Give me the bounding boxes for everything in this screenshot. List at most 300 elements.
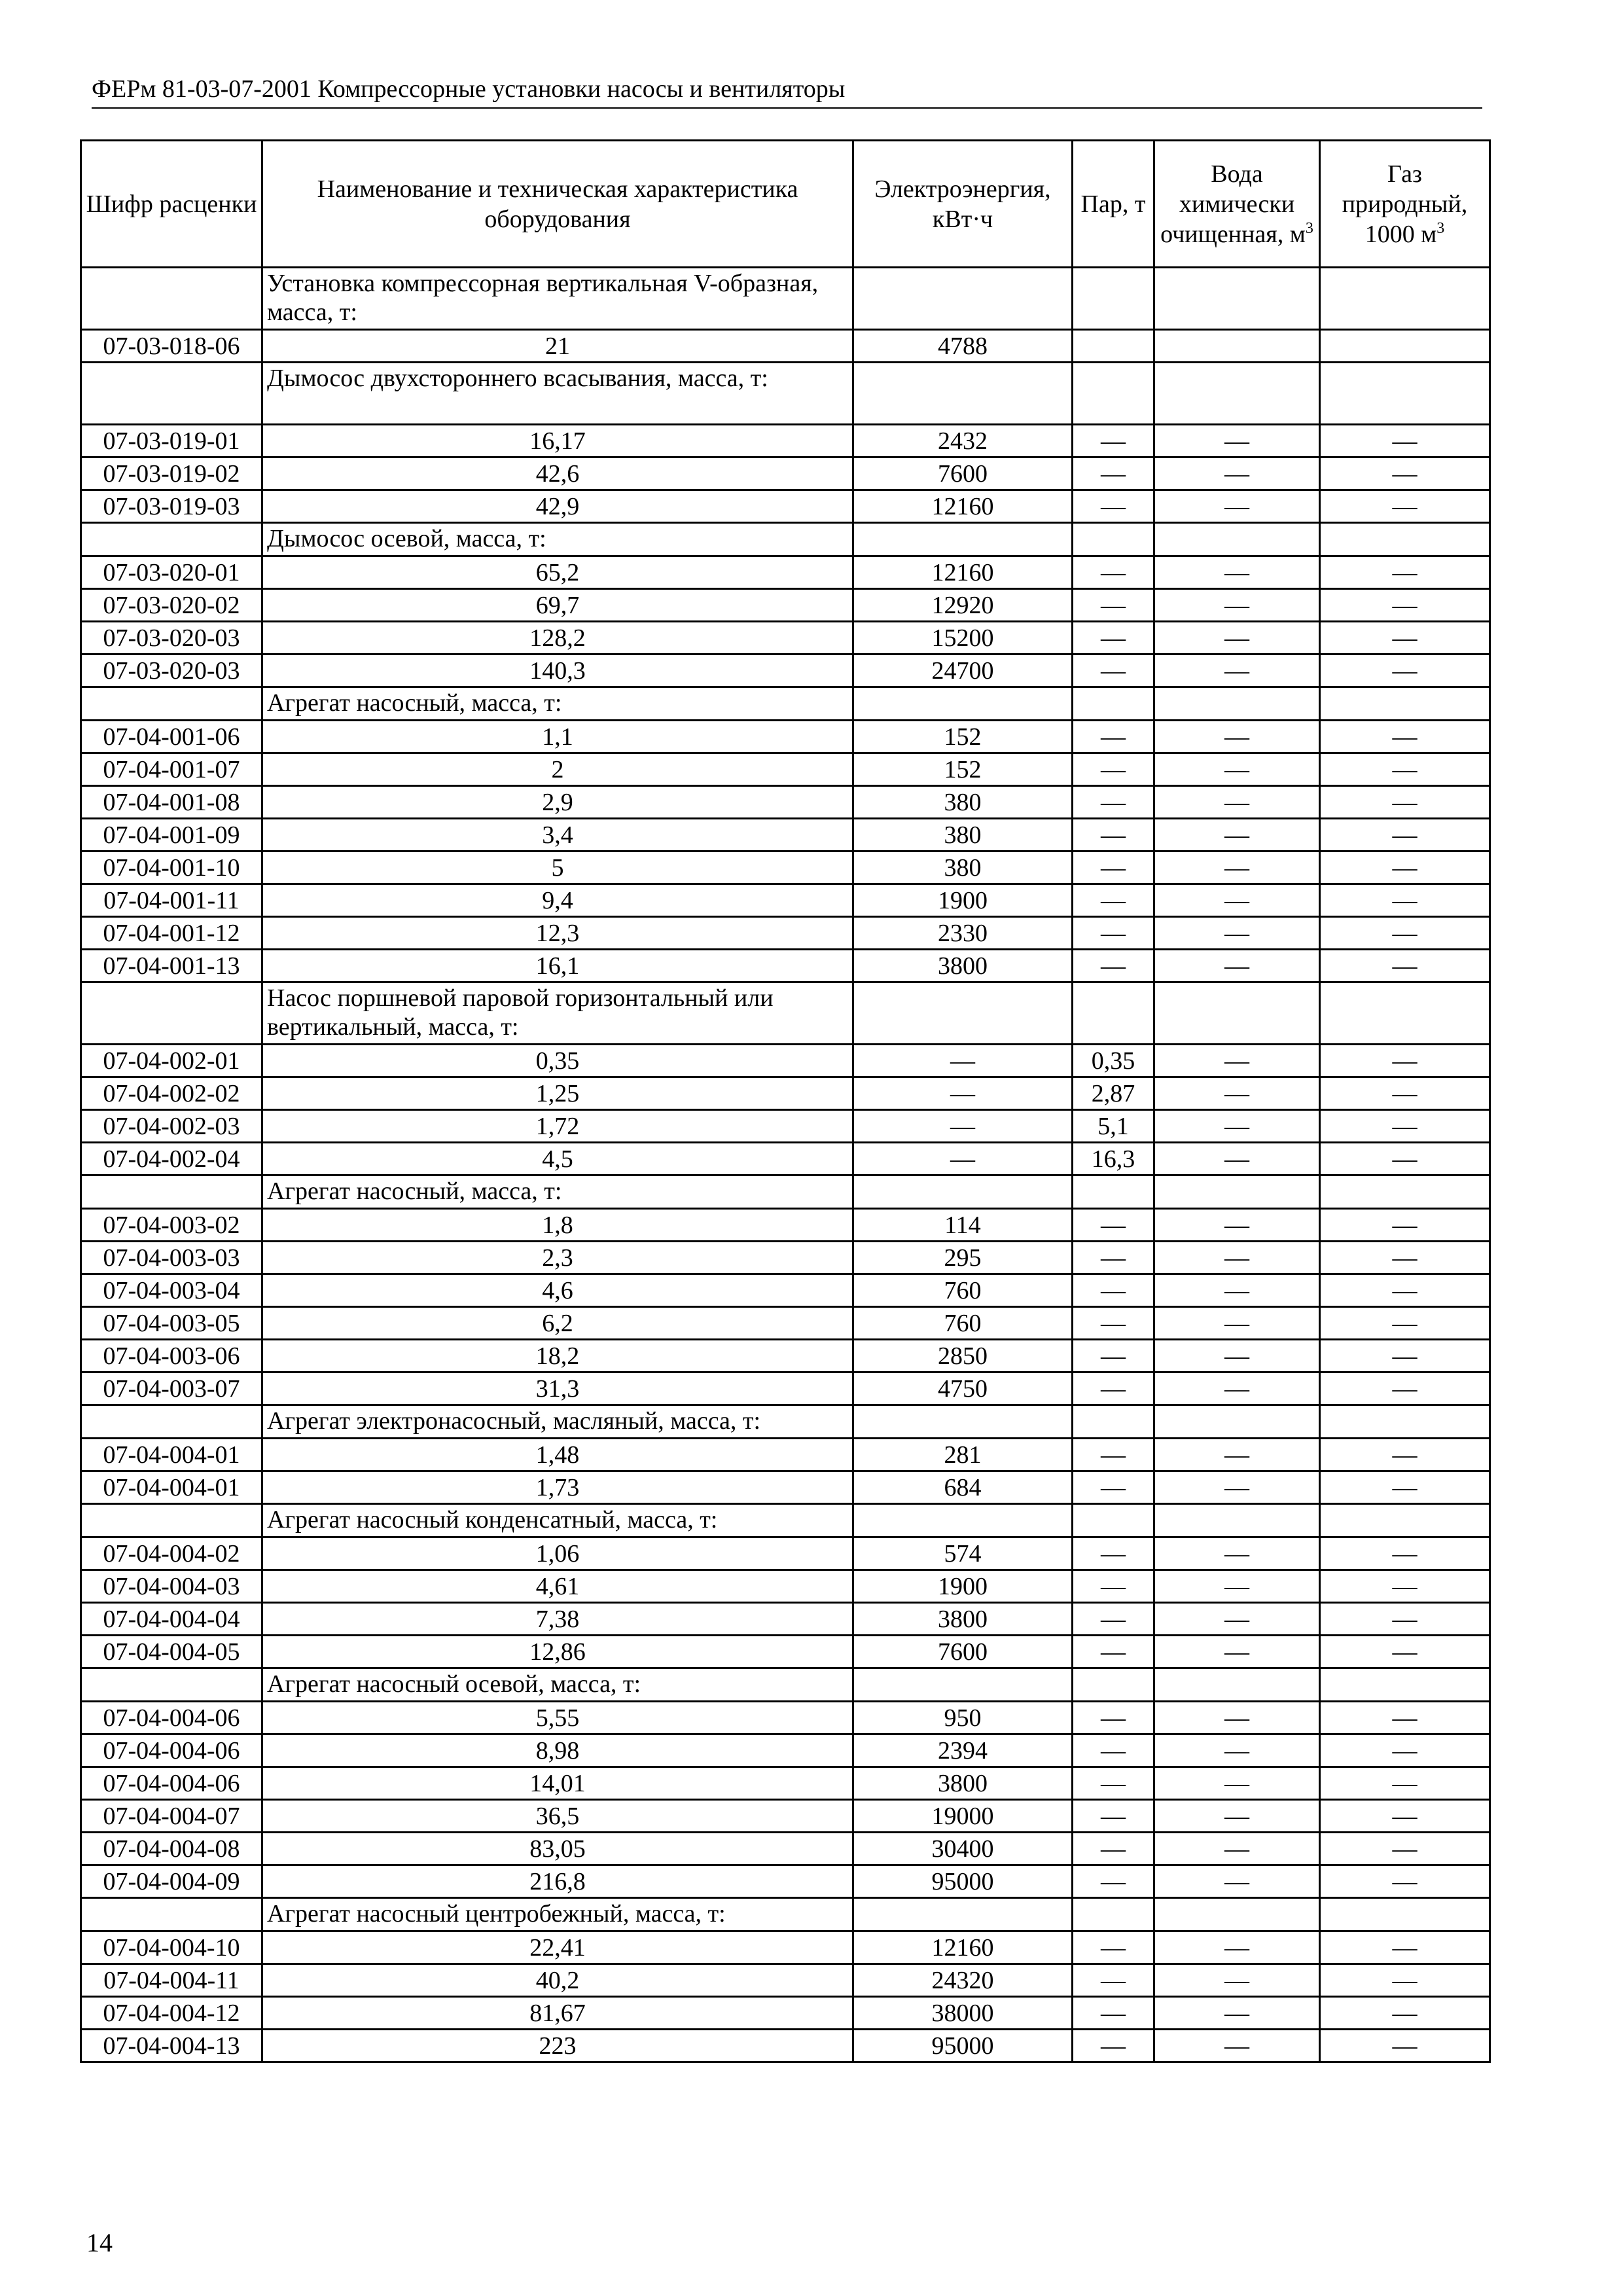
- empty-cell: [1073, 268, 1154, 330]
- steam-cell: —: [1073, 556, 1154, 589]
- water-cell: —: [1154, 1045, 1320, 1077]
- code-cell: 07-04-003-02: [81, 1209, 262, 1242]
- mass-cell: 36,5: [262, 1800, 853, 1833]
- water-cell: —: [1154, 753, 1320, 786]
- mass-cell: 5,55: [262, 1702, 853, 1734]
- gas-cell: —: [1320, 1931, 1490, 1964]
- code-cell: 07-04-004-08: [81, 1833, 262, 1865]
- mass-cell: 216,8: [262, 1865, 853, 1898]
- power-cell: 3800: [853, 1603, 1073, 1636]
- gas-cell: —: [1320, 1997, 1490, 2030]
- power-cell: 12160: [853, 1931, 1073, 1964]
- power-cell: 380: [853, 786, 1073, 819]
- empty-cell: [853, 1668, 1073, 1702]
- steam-cell: —: [1073, 1603, 1154, 1636]
- water-cell: —: [1154, 819, 1320, 852]
- mass-cell: 128,2: [262, 622, 853, 655]
- code-cell: 07-04-003-06: [81, 1340, 262, 1372]
- water-cell: —: [1154, 1274, 1320, 1307]
- power-cell: 950: [853, 1702, 1073, 1734]
- empty-cell: [1073, 1504, 1154, 1537]
- mass-cell: 16,1: [262, 950, 853, 982]
- water-cell: —: [1154, 1603, 1320, 1636]
- group-row: [81, 523, 1490, 556]
- empty-cell: [853, 268, 1073, 330]
- mass-cell: 65,2: [262, 556, 853, 589]
- header-gas-sup: 3: [1436, 219, 1445, 237]
- power-cell: 7600: [853, 1636, 1073, 1668]
- table-row: [81, 1865, 1490, 1898]
- header-steam: Пар, т: [1073, 141, 1154, 268]
- empty-cell: [81, 1405, 262, 1439]
- empty-cell: [853, 1405, 1073, 1439]
- empty-cell: [81, 1898, 262, 1931]
- gas-cell: —: [1320, 819, 1490, 852]
- water-cell: —: [1154, 1964, 1320, 1997]
- water-cell: —: [1154, 884, 1320, 917]
- mass-cell: 2,3: [262, 1242, 853, 1274]
- power-cell: 2394: [853, 1734, 1073, 1767]
- table-row: [81, 950, 1490, 982]
- header-name: Наименование и техническая характеристика оборудования: [262, 141, 853, 268]
- code-cell: 07-04-001-12: [81, 917, 262, 950]
- empty-cell: [853, 982, 1073, 1045]
- header-gas: [1320, 141, 1490, 268]
- table-row: [81, 1372, 1490, 1405]
- group-row: [81, 1898, 1490, 1931]
- steam-cell: —: [1073, 1372, 1154, 1405]
- gas-cell: —: [1320, 556, 1490, 589]
- power-cell: —: [853, 1143, 1073, 1175]
- empty-cell: [1320, 687, 1490, 721]
- header-code: Шифр расценки: [81, 141, 262, 268]
- empty-cell: [853, 1898, 1073, 1931]
- table-row: [81, 1800, 1490, 1833]
- code-cell: 07-04-002-04: [81, 1143, 262, 1175]
- gas-cell: —: [1320, 786, 1490, 819]
- mass-cell: 7,38: [262, 1603, 853, 1636]
- code-cell: 07-04-004-06: [81, 1702, 262, 1734]
- power-cell: 4788: [853, 330, 1073, 363]
- water-cell: —: [1154, 1340, 1320, 1372]
- gas-cell: —: [1320, 917, 1490, 950]
- table-row: [81, 1242, 1490, 1274]
- mass-cell: 1,8: [262, 1209, 853, 1242]
- mass-cell: 12,86: [262, 1636, 853, 1668]
- empty-cell: [1154, 363, 1320, 425]
- table-row: [81, 1537, 1490, 1570]
- water-cell: —: [1154, 1767, 1320, 1800]
- code-cell: 07-03-019-01: [81, 425, 262, 457]
- water-cell: —: [1154, 589, 1320, 622]
- mass-cell: 8,98: [262, 1734, 853, 1767]
- water-cell: —: [1154, 1077, 1320, 1110]
- running-head: ФЕРм 81-03-07-2001 Компрессорные установки насосы и вентиляторы: [92, 73, 1482, 109]
- table-row: [81, 1045, 1490, 1077]
- table-row: [81, 1340, 1490, 1372]
- mass-cell: 83,05: [262, 1833, 853, 1865]
- group-row: [81, 1175, 1490, 1209]
- mass-cell: 2,9: [262, 786, 853, 819]
- code-cell: 07-04-004-11: [81, 1964, 262, 1997]
- power-cell: 4750: [853, 1372, 1073, 1405]
- code-cell: 07-04-001-08: [81, 786, 262, 819]
- water-cell: —: [1154, 1307, 1320, 1340]
- power-cell: 30400: [853, 1833, 1073, 1865]
- gas-cell: —: [1320, 753, 1490, 786]
- mass-cell: 0,35: [262, 1045, 853, 1077]
- mass-cell: 4,5: [262, 1143, 853, 1175]
- group-row: [81, 687, 1490, 721]
- power-cell: 95000: [853, 1865, 1073, 1898]
- power-cell: 760: [853, 1274, 1073, 1307]
- mass-cell: 2: [262, 753, 853, 786]
- code-cell: 07-03-020-03: [81, 655, 262, 687]
- mass-cell: 4,61: [262, 1570, 853, 1603]
- gas-cell: —: [1320, 490, 1490, 523]
- gas-cell: —: [1320, 2030, 1490, 2062]
- mass-cell: 1,73: [262, 1471, 853, 1504]
- empty-cell: [1154, 687, 1320, 721]
- table-row: [81, 1997, 1490, 2030]
- power-cell: 2850: [853, 1340, 1073, 1372]
- code-cell: 07-04-004-06: [81, 1734, 262, 1767]
- steam-cell: 16,3: [1073, 1143, 1154, 1175]
- group-title: Агрегат насосный, масса, т:: [262, 1175, 853, 1209]
- table-row: [81, 1636, 1490, 1668]
- water-cell: —: [1154, 1636, 1320, 1668]
- empty-cell: [1320, 1668, 1490, 1702]
- water-cell: —: [1154, 622, 1320, 655]
- empty-cell: [81, 687, 262, 721]
- steam-cell: —: [1073, 622, 1154, 655]
- empty-cell: [853, 1504, 1073, 1537]
- steam-cell: —: [1073, 1439, 1154, 1471]
- gas-cell: —: [1320, 721, 1490, 753]
- power-cell: 2432: [853, 425, 1073, 457]
- table-row: [81, 556, 1490, 589]
- table-row: [81, 330, 1490, 363]
- gas-cell: —: [1320, 1242, 1490, 1274]
- steam-cell: —: [1073, 1537, 1154, 1570]
- empty-cell: [1154, 1668, 1320, 1702]
- power-cell: 3800: [853, 1767, 1073, 1800]
- empty-cell: [81, 1504, 262, 1537]
- empty-cell: [1320, 1504, 1490, 1537]
- gas-cell: —: [1320, 1045, 1490, 1077]
- gas-cell: —: [1320, 1964, 1490, 1997]
- power-cell: —: [853, 1045, 1073, 1077]
- gas-cell: —: [1320, 1110, 1490, 1143]
- mass-cell: 1,72: [262, 1110, 853, 1143]
- table-row: [81, 2030, 1490, 2062]
- code-cell: 07-04-004-10: [81, 1931, 262, 1964]
- power-cell: 3800: [853, 950, 1073, 982]
- code-cell: 07-04-004-13: [81, 2030, 262, 2062]
- empty-cell: [1320, 268, 1490, 330]
- water-cell: —: [1154, 1471, 1320, 1504]
- water-cell: —: [1154, 556, 1320, 589]
- water-cell: —: [1154, 425, 1320, 457]
- table-row: [81, 622, 1490, 655]
- group-title: Агрегат насосный, масса, т:: [262, 687, 853, 721]
- table-row: [81, 1209, 1490, 1242]
- table-row: [81, 1964, 1490, 1997]
- table-row: [81, 786, 1490, 819]
- empty-cell: [1073, 982, 1154, 1045]
- steam-cell: —: [1073, 1964, 1154, 1997]
- code-cell: 07-04-004-02: [81, 1537, 262, 1570]
- gas-cell: —: [1320, 1537, 1490, 1570]
- water-cell: [1154, 330, 1320, 363]
- power-cell: 7600: [853, 457, 1073, 490]
- table-row: [81, 1702, 1490, 1734]
- mass-cell: 14,01: [262, 1767, 853, 1800]
- mass-cell: 1,1: [262, 721, 853, 753]
- water-cell: —: [1154, 490, 1320, 523]
- group-title: Дымосос осевой, масса, т:: [262, 523, 853, 556]
- power-cell: 684: [853, 1471, 1073, 1504]
- steam-cell: —: [1073, 917, 1154, 950]
- empty-cell: [1073, 687, 1154, 721]
- mass-cell: 81,67: [262, 1997, 853, 2030]
- mass-cell: 223: [262, 2030, 853, 2062]
- water-cell: —: [1154, 1439, 1320, 1471]
- empty-cell: [81, 363, 262, 425]
- water-cell: —: [1154, 1702, 1320, 1734]
- empty-cell: [1073, 523, 1154, 556]
- empty-cell: [1320, 523, 1490, 556]
- gas-cell: —: [1320, 1603, 1490, 1636]
- table-row: [81, 1833, 1490, 1865]
- empty-cell: [1073, 363, 1154, 425]
- table-header-row: [81, 141, 1490, 268]
- mass-cell: 3,4: [262, 819, 853, 852]
- gas-cell: —: [1320, 1439, 1490, 1471]
- mass-cell: 40,2: [262, 1964, 853, 1997]
- code-cell: 07-04-004-05: [81, 1636, 262, 1668]
- power-cell: 2330: [853, 917, 1073, 950]
- code-cell: 07-04-004-01: [81, 1471, 262, 1504]
- code-cell: 07-03-019-02: [81, 457, 262, 490]
- power-cell: 12160: [853, 490, 1073, 523]
- empty-cell: [1073, 1405, 1154, 1439]
- header-water-sup: 3: [1305, 219, 1313, 237]
- empty-cell: [1154, 268, 1320, 330]
- empty-cell: [1073, 1668, 1154, 1702]
- empty-cell: [81, 268, 262, 330]
- group-title: Установка компрессорная вертикальная V-образная, масса, т:: [262, 268, 853, 330]
- empty-cell: [81, 1668, 262, 1702]
- group-title: Агрегат электронасосный, масляный, масса, т:: [262, 1405, 853, 1439]
- steam-cell: —: [1073, 819, 1154, 852]
- steam-cell: 5,1: [1073, 1110, 1154, 1143]
- code-cell: 07-04-001-10: [81, 852, 262, 884]
- steam-cell: —: [1073, 852, 1154, 884]
- steam-cell: —: [1073, 884, 1154, 917]
- steam-cell: 2,87: [1073, 1077, 1154, 1110]
- power-cell: 380: [853, 852, 1073, 884]
- empty-cell: [81, 982, 262, 1045]
- power-cell: 574: [853, 1537, 1073, 1570]
- mass-cell: 16,17: [262, 425, 853, 457]
- power-cell: 152: [853, 721, 1073, 753]
- steam-cell: —: [1073, 655, 1154, 687]
- empty-cell: [853, 1175, 1073, 1209]
- gas-cell: —: [1320, 1570, 1490, 1603]
- group-title: Насос поршневой паровой горизонтальный или вертикальный, масса, т:: [262, 982, 853, 1045]
- gas-cell: —: [1320, 1209, 1490, 1242]
- water-cell: —: [1154, 1242, 1320, 1274]
- power-cell: 19000: [853, 1800, 1073, 1833]
- table-row: [81, 1274, 1490, 1307]
- table-row: [81, 457, 1490, 490]
- code-cell: 07-03-019-03: [81, 490, 262, 523]
- steam-cell: —: [1073, 1734, 1154, 1767]
- power-cell: 15200: [853, 622, 1073, 655]
- power-cell: —: [853, 1110, 1073, 1143]
- code-cell: 07-04-001-13: [81, 950, 262, 982]
- steam-cell: —: [1073, 457, 1154, 490]
- table-row: [81, 1570, 1490, 1603]
- gas-cell: —: [1320, 589, 1490, 622]
- table-row: [81, 1471, 1490, 1504]
- water-cell: —: [1154, 655, 1320, 687]
- mass-cell: 5: [262, 852, 853, 884]
- table-row: [81, 753, 1490, 786]
- table-row: [81, 1110, 1490, 1143]
- steam-cell: —: [1073, 1931, 1154, 1964]
- page-number: 14: [86, 2228, 113, 2257]
- code-cell: 07-04-002-03: [81, 1110, 262, 1143]
- mass-cell: 22,41: [262, 1931, 853, 1964]
- steam-cell: —: [1073, 1702, 1154, 1734]
- gas-cell: —: [1320, 852, 1490, 884]
- water-cell: —: [1154, 2030, 1320, 2062]
- steam-cell: —: [1073, 1307, 1154, 1340]
- gas-cell: —: [1320, 884, 1490, 917]
- group-title: Агрегат насосный конденсатный, масса, т:: [262, 1504, 853, 1537]
- water-cell: —: [1154, 1833, 1320, 1865]
- power-cell: 95000: [853, 2030, 1073, 2062]
- mass-cell: 1,25: [262, 1077, 853, 1110]
- table-row: [81, 721, 1490, 753]
- mass-cell: 4,6: [262, 1274, 853, 1307]
- steam-cell: —: [1073, 721, 1154, 753]
- steam-cell: —: [1073, 1997, 1154, 2030]
- header-power: Электроэнергия, кВт·ч: [853, 141, 1073, 268]
- table-row: [81, 1307, 1490, 1340]
- power-cell: 1900: [853, 1570, 1073, 1603]
- power-cell: 760: [853, 1307, 1073, 1340]
- empty-cell: [1320, 1898, 1490, 1931]
- gas-cell: —: [1320, 425, 1490, 457]
- code-cell: 07-04-002-01: [81, 1045, 262, 1077]
- power-cell: 1900: [853, 884, 1073, 917]
- mass-cell: 69,7: [262, 589, 853, 622]
- code-cell: 07-04-004-07: [81, 1800, 262, 1833]
- mass-cell: 140,3: [262, 655, 853, 687]
- code-cell: 07-04-004-12: [81, 1997, 262, 2030]
- power-cell: 380: [853, 819, 1073, 852]
- empty-cell: [1154, 982, 1320, 1045]
- gas-cell: —: [1320, 655, 1490, 687]
- gas-cell: —: [1320, 1734, 1490, 1767]
- group-row: [81, 1405, 1490, 1439]
- water-cell: —: [1154, 1372, 1320, 1405]
- gas-cell: —: [1320, 1077, 1490, 1110]
- steam-cell: —: [1073, 2030, 1154, 2062]
- table-row: [81, 917, 1490, 950]
- gas-cell: —: [1320, 1340, 1490, 1372]
- steam-cell: —: [1073, 1274, 1154, 1307]
- table-row: [81, 1767, 1490, 1800]
- water-cell: —: [1154, 950, 1320, 982]
- power-cell: 281: [853, 1439, 1073, 1471]
- table-row: [81, 655, 1490, 687]
- steam-cell: —: [1073, 490, 1154, 523]
- steam-cell: —: [1073, 589, 1154, 622]
- power-cell: 152: [853, 753, 1073, 786]
- code-cell: 07-04-004-03: [81, 1570, 262, 1603]
- gas-cell: [1320, 330, 1490, 363]
- table-row: [81, 1734, 1490, 1767]
- code-cell: 07-04-003-07: [81, 1372, 262, 1405]
- steam-cell: —: [1073, 1800, 1154, 1833]
- steam-cell: —: [1073, 753, 1154, 786]
- group-row: [81, 1668, 1490, 1702]
- gas-cell: —: [1320, 1702, 1490, 1734]
- water-cell: —: [1154, 786, 1320, 819]
- steam-cell: —: [1073, 1471, 1154, 1504]
- table-row: [81, 490, 1490, 523]
- group-title: Агрегат насосный осевой, масса, т:: [262, 1668, 853, 1702]
- steam-cell: —: [1073, 1767, 1154, 1800]
- empty-cell: [1154, 1504, 1320, 1537]
- gas-cell: —: [1320, 1767, 1490, 1800]
- table-row: [81, 1439, 1490, 1471]
- water-cell: —: [1154, 1997, 1320, 2030]
- code-cell: 07-04-001-11: [81, 884, 262, 917]
- gas-cell: —: [1320, 1865, 1490, 1898]
- power-cell: 295: [853, 1242, 1073, 1274]
- steam-cell: —: [1073, 425, 1154, 457]
- table-row: [81, 884, 1490, 917]
- steam-cell: —: [1073, 950, 1154, 982]
- water-cell: —: [1154, 917, 1320, 950]
- code-cell: 07-04-003-05: [81, 1307, 262, 1340]
- table-row: [81, 1143, 1490, 1175]
- mass-cell: 12,3: [262, 917, 853, 950]
- code-cell: 07-04-001-07: [81, 753, 262, 786]
- steam-cell: 0,35: [1073, 1045, 1154, 1077]
- table-body: [81, 268, 1490, 2062]
- mass-cell: 6,2: [262, 1307, 853, 1340]
- code-cell: 07-04-003-04: [81, 1274, 262, 1307]
- mass-cell: 21: [262, 330, 853, 363]
- group-row: [81, 982, 1490, 1045]
- gas-cell: —: [1320, 1372, 1490, 1405]
- table-row: [81, 852, 1490, 884]
- header-water-text: Вода химически очищенная, м: [1160, 160, 1306, 248]
- gas-cell: —: [1320, 1143, 1490, 1175]
- mass-cell: 1,06: [262, 1537, 853, 1570]
- water-cell: —: [1154, 852, 1320, 884]
- empty-cell: [853, 363, 1073, 425]
- steam-cell: —: [1073, 1209, 1154, 1242]
- empty-cell: [853, 687, 1073, 721]
- empty-cell: [1154, 1405, 1320, 1439]
